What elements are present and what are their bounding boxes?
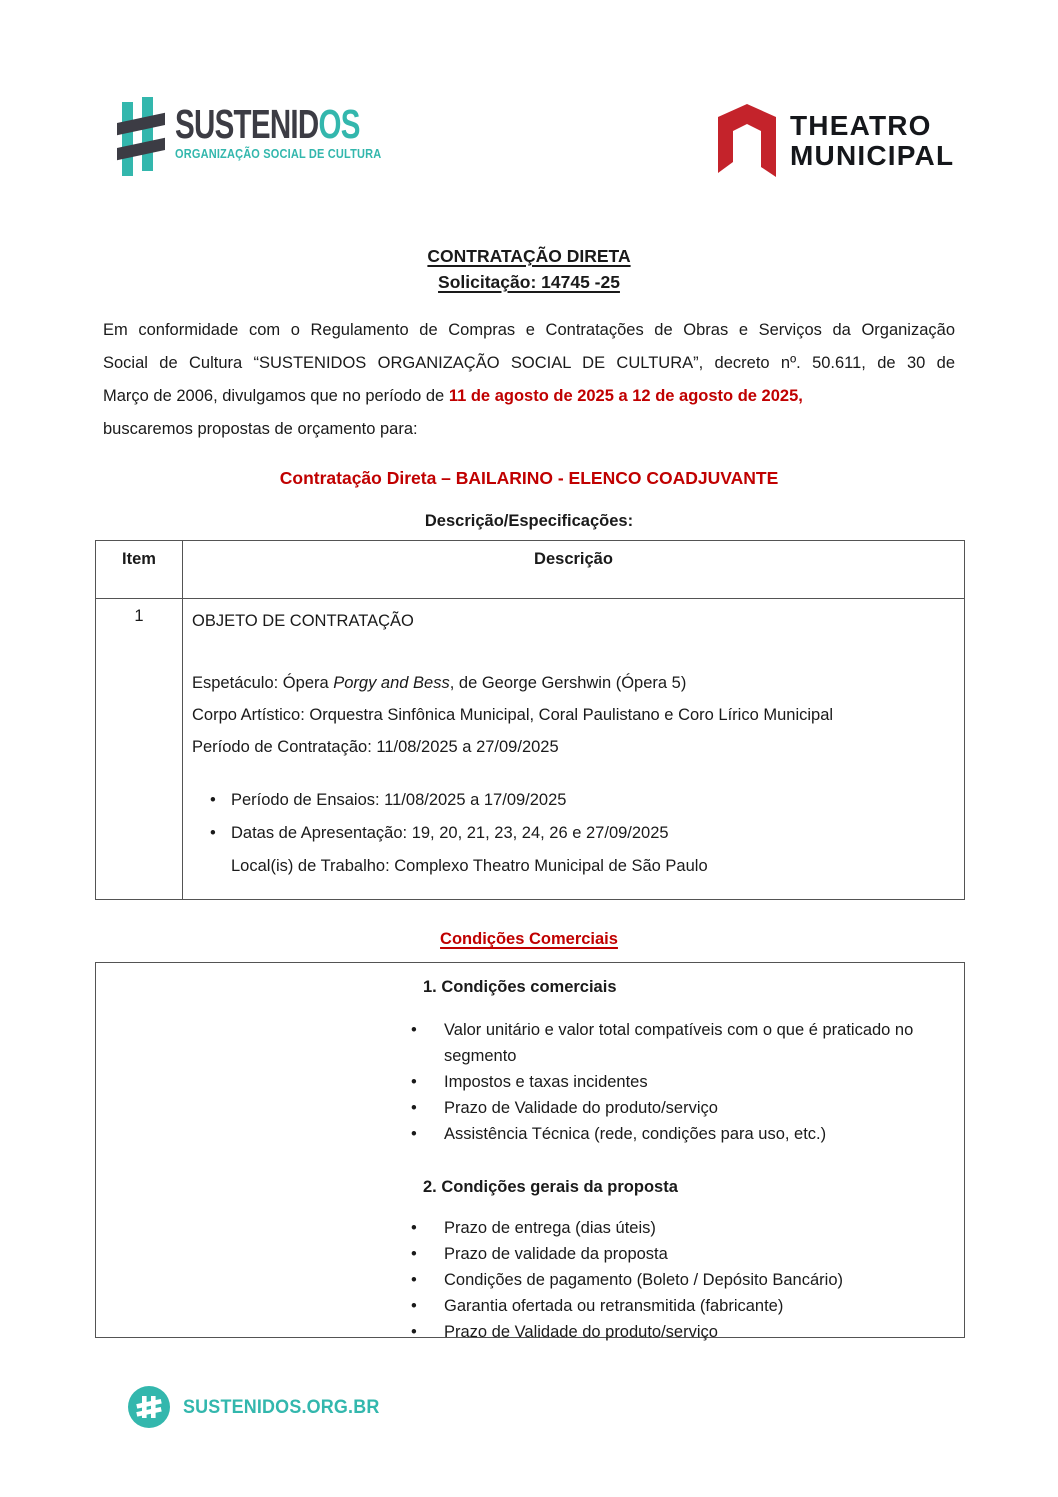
- bullet-icon: •: [411, 1245, 417, 1263]
- title-line-1: CONTRATAÇÃO DIRETA: [427, 246, 631, 266]
- bullet-icon: •: [411, 1099, 417, 1117]
- intro-line-4: buscaremos propostas de orçamento para:: [103, 420, 418, 438]
- work-location-line: Local(is) de Trabalho: Complexo Theatro Municipal de São Paulo: [231, 857, 708, 875]
- spec-row-description: [183, 599, 964, 899]
- document-title: [0, 243, 1058, 295]
- sustenidos-logo: [117, 93, 432, 181]
- conditions-heading: Condições Comerciais: [440, 930, 618, 948]
- subject-heading: Contratação Direta – BAILARINO - ELENCO COADJUVANTE: [279, 468, 779, 488]
- title-line-2: Solicitação: 14745 -25: [438, 272, 620, 292]
- sustenidos-hash-icon: [117, 93, 165, 181]
- intro-paragraph: [103, 314, 955, 446]
- bullet-icon: •: [411, 1021, 417, 1039]
- footer: [128, 1386, 397, 1428]
- sustenidos-footer-hash-icon: [128, 1386, 170, 1428]
- spec-row-item-number: 1: [96, 599, 183, 899]
- list-item: • Prazo de validade da proposta: [411, 1241, 939, 1267]
- list-item: • Prazo de Validade do produto/serviço: [411, 1095, 939, 1121]
- sustenidos-tagline: ORGANIZAÇÃO SOCIAL DE CULTURA: [175, 147, 382, 161]
- theatro-arch-icon: [718, 104, 776, 177]
- list-item: • Período de Ensaios: 11/08/2025 a 17/09/2025: [210, 784, 952, 817]
- list-item: • Prazo de entrega (dias úteis): [411, 1215, 939, 1241]
- conditions-section-2-title: 2. Condições gerais da proposta: [423, 1178, 678, 1196]
- spec-bullet-list: [192, 784, 952, 883]
- bullet-icon: •: [411, 1271, 417, 1289]
- list-item: • Condições de pagamento (Boleto / Depósito Bancário): [411, 1267, 939, 1293]
- theatro-wordmark: THEATRO MUNICIPAL: [790, 110, 955, 171]
- intro-line-1: Em conformidade com o Regulamento de Compras e Contratações de Obras e Serviços da Organização: [103, 321, 955, 339]
- list-item: • Assistência Técnica (rede, condições para uso, etc.): [411, 1121, 939, 1147]
- theatro-municipal-logo: [718, 104, 954, 177]
- artistic-body-line: Corpo Artístico: Orquestra Sinfônica Municipal, Coral Paulistano e Coro Lírico Municipal: [192, 706, 834, 724]
- bullet-icon: •: [210, 791, 216, 809]
- intro-line-3: Março de 2006, divulgamos que no período de 11 de agosto de 2025 a 12 de agosto de 2025,: [103, 387, 803, 405]
- spec-label: Descrição/Especificações:: [424, 512, 634, 530]
- bullet-icon: •: [210, 824, 216, 842]
- spec-col-item: Item: [96, 541, 183, 598]
- intro-line-2: Social de Cultura “SUSTENIDOS ORGANIZAÇÃO SOCIAL DE CULTURA”, decreto nº. 50.611, de 30 de: [103, 354, 955, 372]
- bullet-icon: •: [411, 1125, 417, 1143]
- spec-table-row: [96, 599, 964, 899]
- conditions-section-2-list: [411, 1215, 939, 1345]
- list-item: • Garantia ofertada ou retransmitida (fabricante): [411, 1293, 939, 1319]
- bullet-icon: •: [411, 1297, 417, 1315]
- bullet-icon: •: [411, 1323, 417, 1341]
- conditions-section-1-list: [411, 1017, 939, 1147]
- footer-site-link[interactable]: SUSTENIDOS.ORG.BR: [183, 1395, 380, 1418]
- show-line: Espetáculo: Ópera Porgy and Bess, de George Gershwin (Ópera 5): [192, 674, 687, 692]
- list-item: • Datas de Apresentação: 19, 20, 21, 23, 24, 26 e 27/09/2025: [210, 817, 952, 850]
- spec-col-description: Descrição: [534, 550, 613, 568]
- spec-table-header: [96, 541, 964, 599]
- sustenidos-wordmark: SUSTENIDOS: [175, 101, 360, 147]
- opera-title: Porgy and Bess: [333, 674, 450, 692]
- bullet-icon: •: [411, 1073, 417, 1091]
- conditions-table: [95, 962, 965, 1341]
- list-item: • Impostos e taxas incidentes: [411, 1069, 939, 1095]
- object-title: OBJETO DE CONTRATAÇÃO: [192, 612, 414, 630]
- bullet-icon: •: [411, 1219, 417, 1237]
- conditions-section-1-title: 1. Condições comerciais: [423, 978, 617, 996]
- period-highlight: 11 de agosto de 2025 a 12 de agosto de 2025,: [448, 387, 803, 405]
- contract-period-line: Período de Contratação: 11/08/2025 a 27/09/2025: [192, 738, 559, 756]
- list-item: • Prazo de Validade do produto/serviço: [411, 1319, 939, 1345]
- spec-table: [95, 540, 965, 900]
- list-item: • Valor unitário e valor total compatíveis com o que é praticado no segmento: [411, 1017, 939, 1069]
